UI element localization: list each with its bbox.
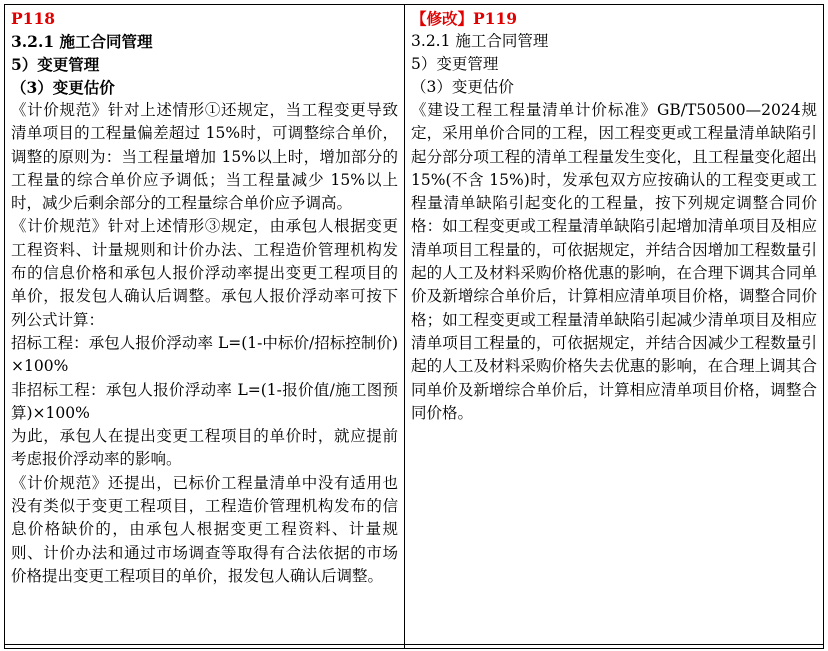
table-bottom-rule xyxy=(4,644,824,645)
original-subsection-heading: 5）变更管理 xyxy=(11,55,100,74)
revised-item-heading: （3）变更估价 xyxy=(411,78,514,96)
original-column xyxy=(5,5,405,648)
original-paragraph-1: 《计价规范》针对上述情形①还规定，当工程变更导致清单项目的工程量偏差超过 15%时，可调整综合单价，调整的原则为：当工程量增加 15%以上时，增加部分的工程量的综合单价应予调低；当工程量减少 15%以上时，减少后剩余部分的工程量综合单价应予调高。 xyxy=(11,101,399,213)
original-page-ref: P118 xyxy=(11,9,56,28)
original-item-heading: （3）变更估价 xyxy=(11,78,115,97)
original-formula-tender: 招标工程：承包人报价浮动率 L=(1-中标价/招标控制价)×100% xyxy=(11,333,399,376)
original-paragraph-2: 《计价规范》针对上述情形③规定，由承包人根据变更工程资料、计量规则和计价办法、工程造价管理机构发布的信息价格和承包人报价浮动率提出变更工程项目的单价，报发包人确认后调整。承包人报价浮动率可按下列公式计算： xyxy=(11,217,399,329)
revised-column xyxy=(405,5,823,648)
revised-section-heading: 3.2.1 施工合同管理 xyxy=(411,32,549,50)
original-section-heading: 3.2.1 施工合同管理 xyxy=(11,32,153,51)
revised-page-ref: 【修改】P119 xyxy=(411,9,518,28)
original-paragraph-6: 《计价规范》还提出，已标价工程量清单中没有适用也没有类似于变更工程项目，工程造价管理机构发布的信息价格缺价的，由承包人根据变更工程资料、计量规则、计价办法和通过市场调查等取得有合法依据的市场价格提出变更工程项目的单价，报发包人确认后调整。 xyxy=(11,473,399,585)
revised-subsection-heading: 5）变更管理 xyxy=(411,55,499,73)
comparison-table xyxy=(4,4,824,649)
revised-paragraph: 《建设工程工程量清单计价标准》GB/T50500—2024规定，采用单价合同的工程，因工程变更或工程量清单缺陷引起分部分项工程的清单工程量发生变化，且工程量变化超出 15%(不含 15%)时，发承包双方应按确认的工程变更或工程量清单缺陷引起变化的工程量，按下列规定调整合同价格：如工程变更或工程量清单缺陷引起增加清单项目及相应清单项目工程量的，可依据规定，并结合因增加工程数量引起的人工及材料采购价格优惠的影响，在合理下调其合同单价及新增综合单价后，计算相应清单项目价格，调整合同价格；如工程变更或工程量清单缺陷引起减少清单项目及相应清单项目工程量的，可依据规定，并结合因减少工程数量引起的人工及材料采购价格失去优惠的影响，在合理上调其合同单价及新增综合单价后，计算相应清单项目价格，调整合同价格。 xyxy=(411,101,817,422)
original-paragraph-5: 为此，承包人在提出变更工程项目的单价时，就应提前考虑报价浮动率的影响。 xyxy=(11,427,399,469)
original-formula-non-tender: 非招标工程：承包人报价浮动率 L=(1-报价值/施工图预算)×100% xyxy=(11,380,399,422)
